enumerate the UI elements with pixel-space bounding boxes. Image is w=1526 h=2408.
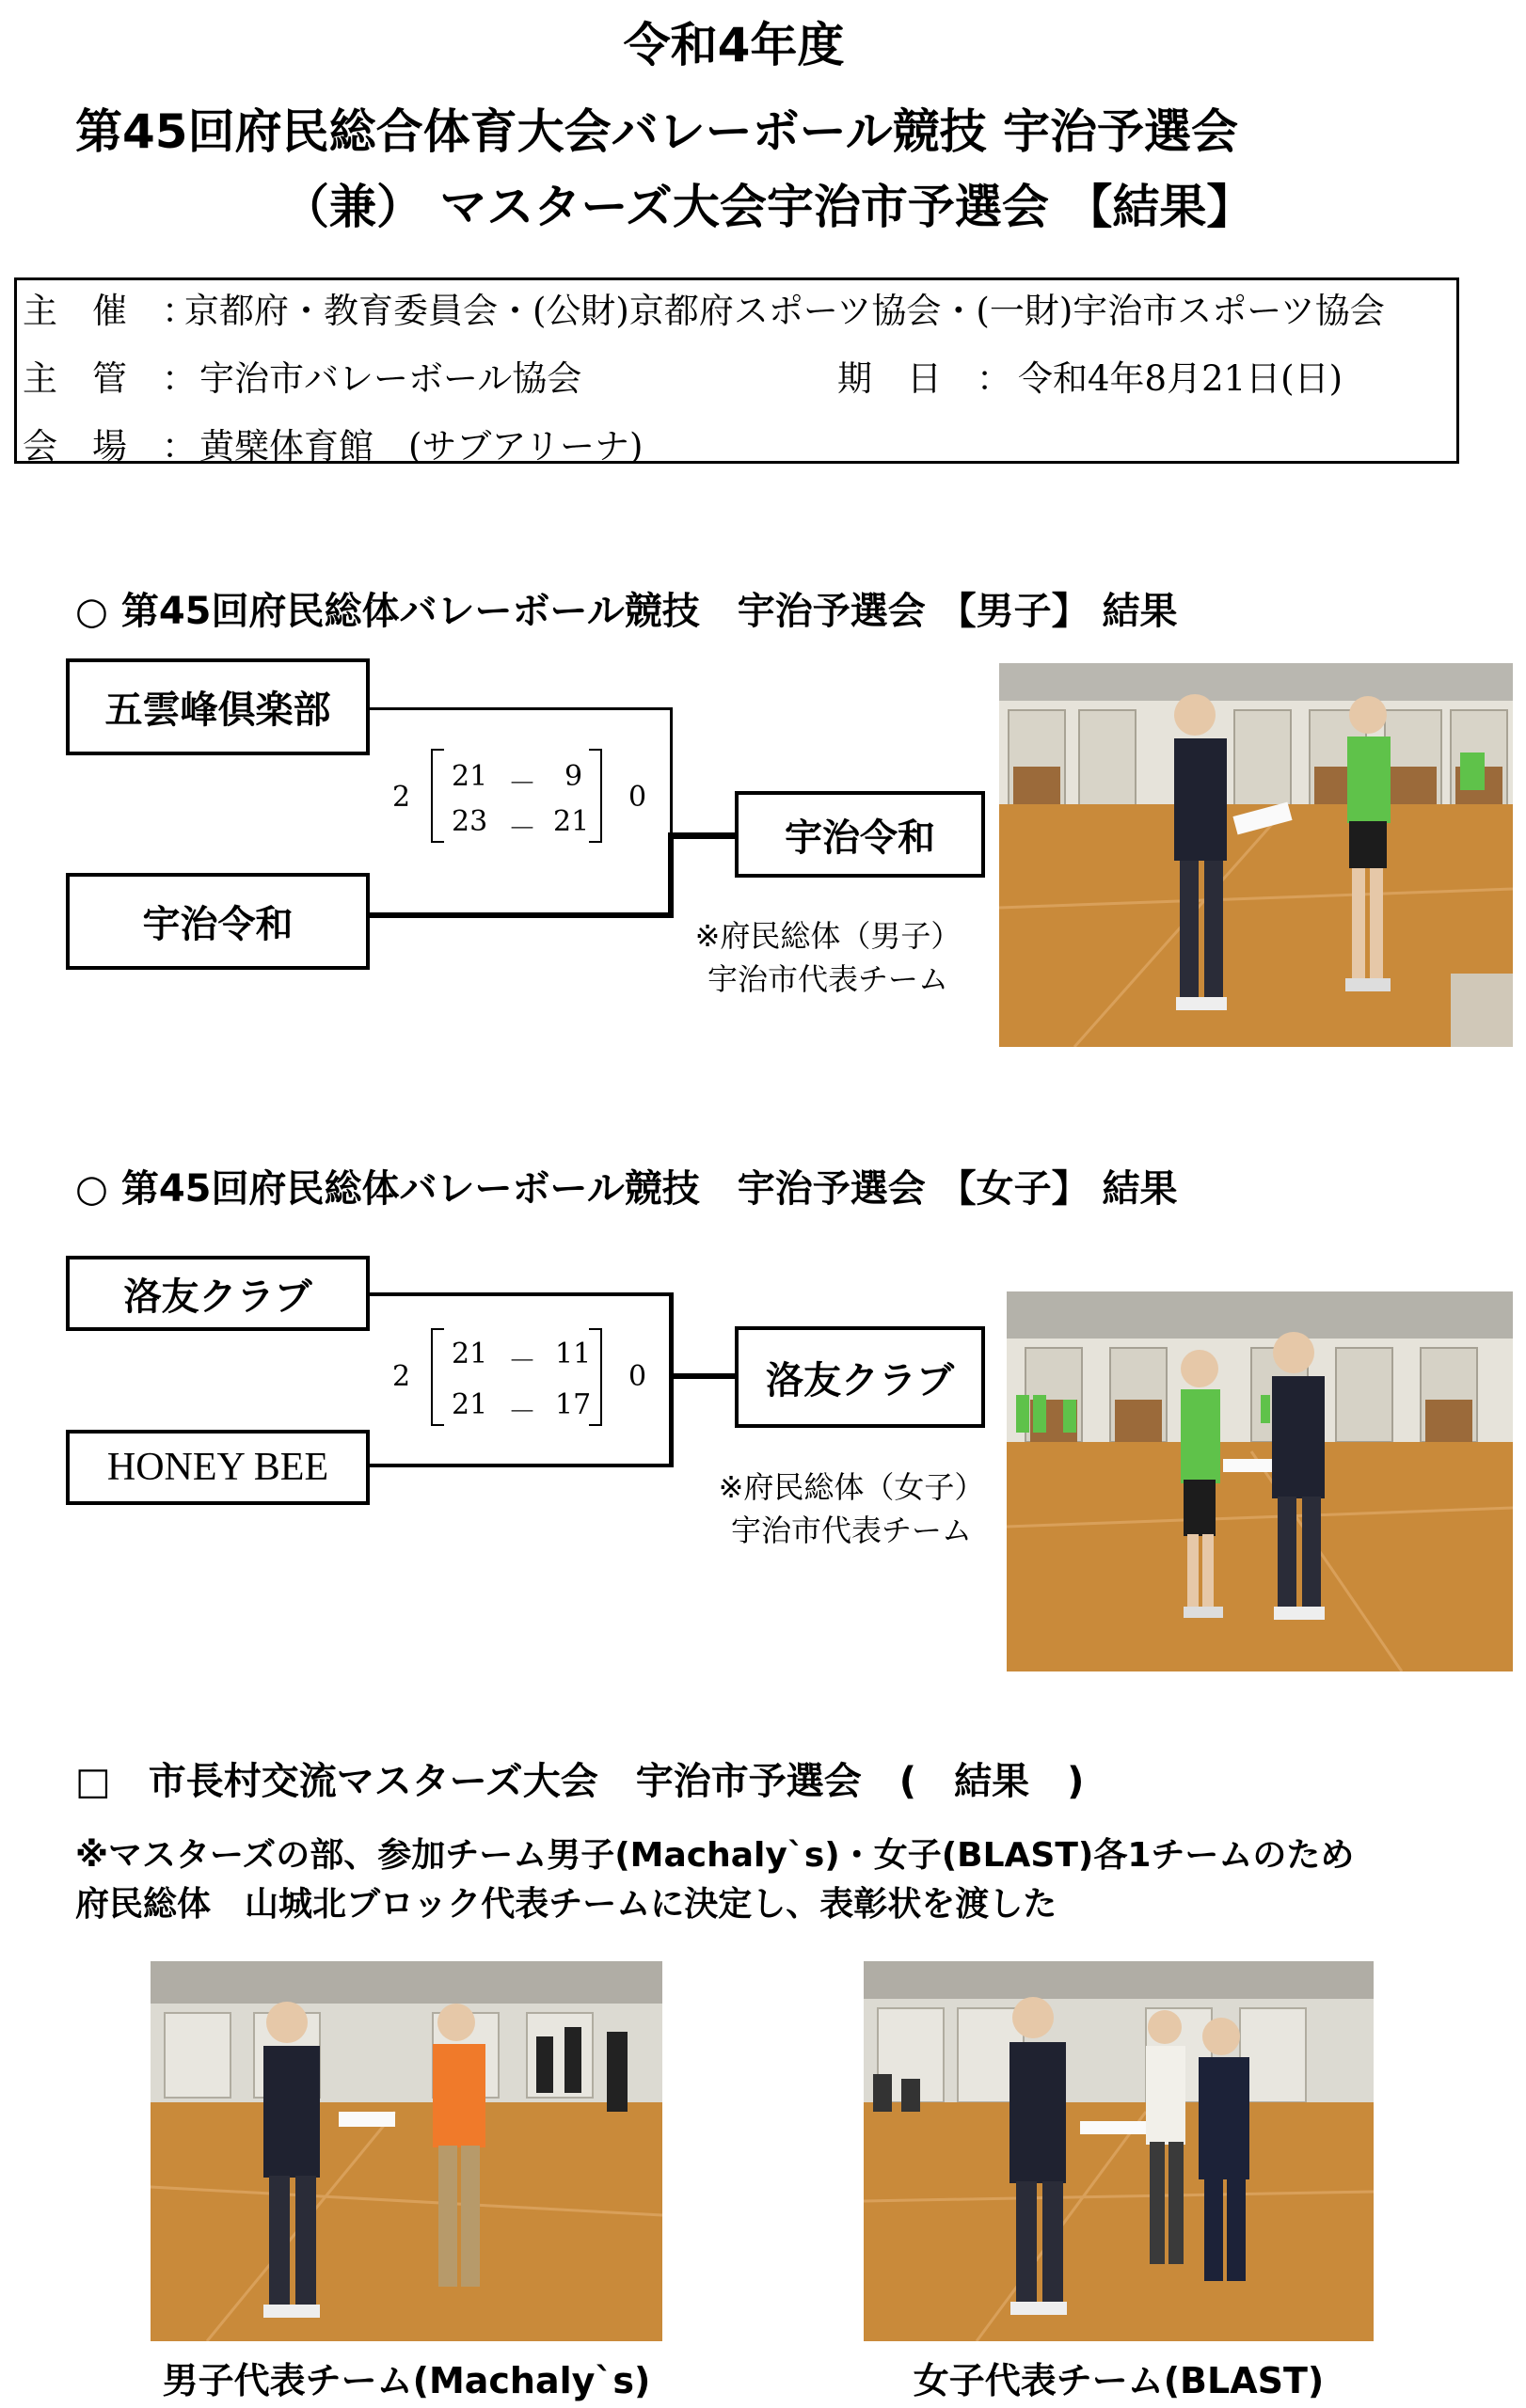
women-line-winner (669, 1373, 737, 1379)
women-set2-a: 21 (452, 1388, 488, 1421)
date-value: 令和4年8月21日(日) (1018, 358, 1343, 399)
men-note-2: 宇治市代表チーム (707, 961, 948, 997)
women-sets-left: 2 (392, 1360, 411, 1393)
women-set1-a: 21 (452, 1338, 488, 1370)
men-bracket-left (431, 749, 444, 843)
title-sub: （兼） マスターズ大会宇治市予選会 【結果】 (282, 180, 1254, 234)
women-heading: ○ 第45回府民総体バレーボール競技 宇治予選会 【女子】 結果 (75, 1167, 1178, 1211)
venue-value: 黄檗体育館 (サブアリーナ) (199, 426, 644, 467)
manage-label: 主 管 ： (23, 358, 197, 399)
men-team-top: 五雲峰倶楽部 (66, 658, 370, 755)
men-line-winner (670, 832, 738, 839)
men-team-bottom: 宇治令和 (66, 873, 370, 970)
men-set2-sep: － (508, 813, 536, 846)
men-note-1: ※府民総体（男子） (694, 918, 962, 954)
venue-label: 会 場 ： (23, 426, 197, 467)
date-label: 期 日 ： (837, 358, 1011, 399)
women-winner: 洛友クラブ (735, 1326, 985, 1428)
men-sets-right: 0 (628, 781, 647, 814)
men-bracket-right (589, 749, 602, 843)
women-line-bottom (370, 1464, 673, 1467)
manage-value: 宇治市バレーボール協会 (199, 358, 582, 399)
masters-note-2: 府民総体 山城北ブロック代表チームに決定し、表彰状を渡した (75, 1885, 1057, 1924)
masters-women-caption: 女子代表チーム(BLAST) (913, 2360, 1325, 2401)
women-set1-sep: － (508, 1345, 536, 1378)
women-sets-right: 0 (628, 1360, 647, 1393)
men-set1-a: 21 (452, 760, 488, 793)
masters-note-1: ※マスターズの部、参加チーム男子(Machaly`s)・女子(BLAST)各1チームのため (75, 1836, 1355, 1875)
men-line-vertical-top (670, 707, 673, 839)
men-heading: ○ 第45回府民総体バレーボール競技 宇治予選会 【男子】 結果 (75, 590, 1178, 633)
men-set2-a: 23 (452, 805, 488, 838)
men-set2-b: 21 (553, 805, 590, 838)
men-award-photo (999, 663, 1513, 1047)
men-set1-b: 9 (564, 760, 583, 793)
masters-women-photo (864, 1961, 1374, 2341)
men-line-top (370, 707, 673, 710)
women-line-vertical (669, 1292, 674, 1467)
men-set1-sep: － (508, 768, 536, 800)
masters-men-caption: 男子代表チーム(Machaly`s) (162, 2360, 651, 2401)
women-bracket-left (431, 1328, 444, 1426)
men-line-bottom (370, 912, 673, 918)
title-year: 令和4年度 (623, 18, 845, 72)
women-line-top (370, 1292, 673, 1296)
women-team-top: 洛友クラブ (66, 1256, 370, 1331)
women-set2-sep: － (508, 1396, 536, 1429)
women-set2-b: 17 (555, 1388, 592, 1421)
women-note-1: ※府民総体（女子） (718, 1469, 985, 1505)
women-set1-b: 11 (555, 1338, 592, 1370)
host-value: 京都府・教育委員会・(公財)京都府スポーツ協会・(一財)宇治市スポーツ協会 (184, 291, 1385, 331)
men-sets-left: 2 (392, 781, 411, 814)
host-label: 主 催 ： (23, 291, 197, 331)
women-award-photo (1007, 1291, 1513, 1671)
women-bracket-right (589, 1328, 602, 1426)
masters-men-photo (151, 1961, 662, 2341)
men-line-vertical-bottom (668, 832, 674, 918)
title-main: 第45回府民総合体育大会バレーボール競技 宇治予選会 (75, 104, 1238, 159)
men-winner: 宇治令和 (735, 791, 985, 878)
masters-heading: □ 市長村交流マスターズ大会 宇治市予選会 ( 結果 ) (75, 1760, 1085, 1803)
women-team-bottom: HONEY BEE (66, 1430, 370, 1505)
women-note-2: 宇治市代表チーム (730, 1513, 972, 1548)
